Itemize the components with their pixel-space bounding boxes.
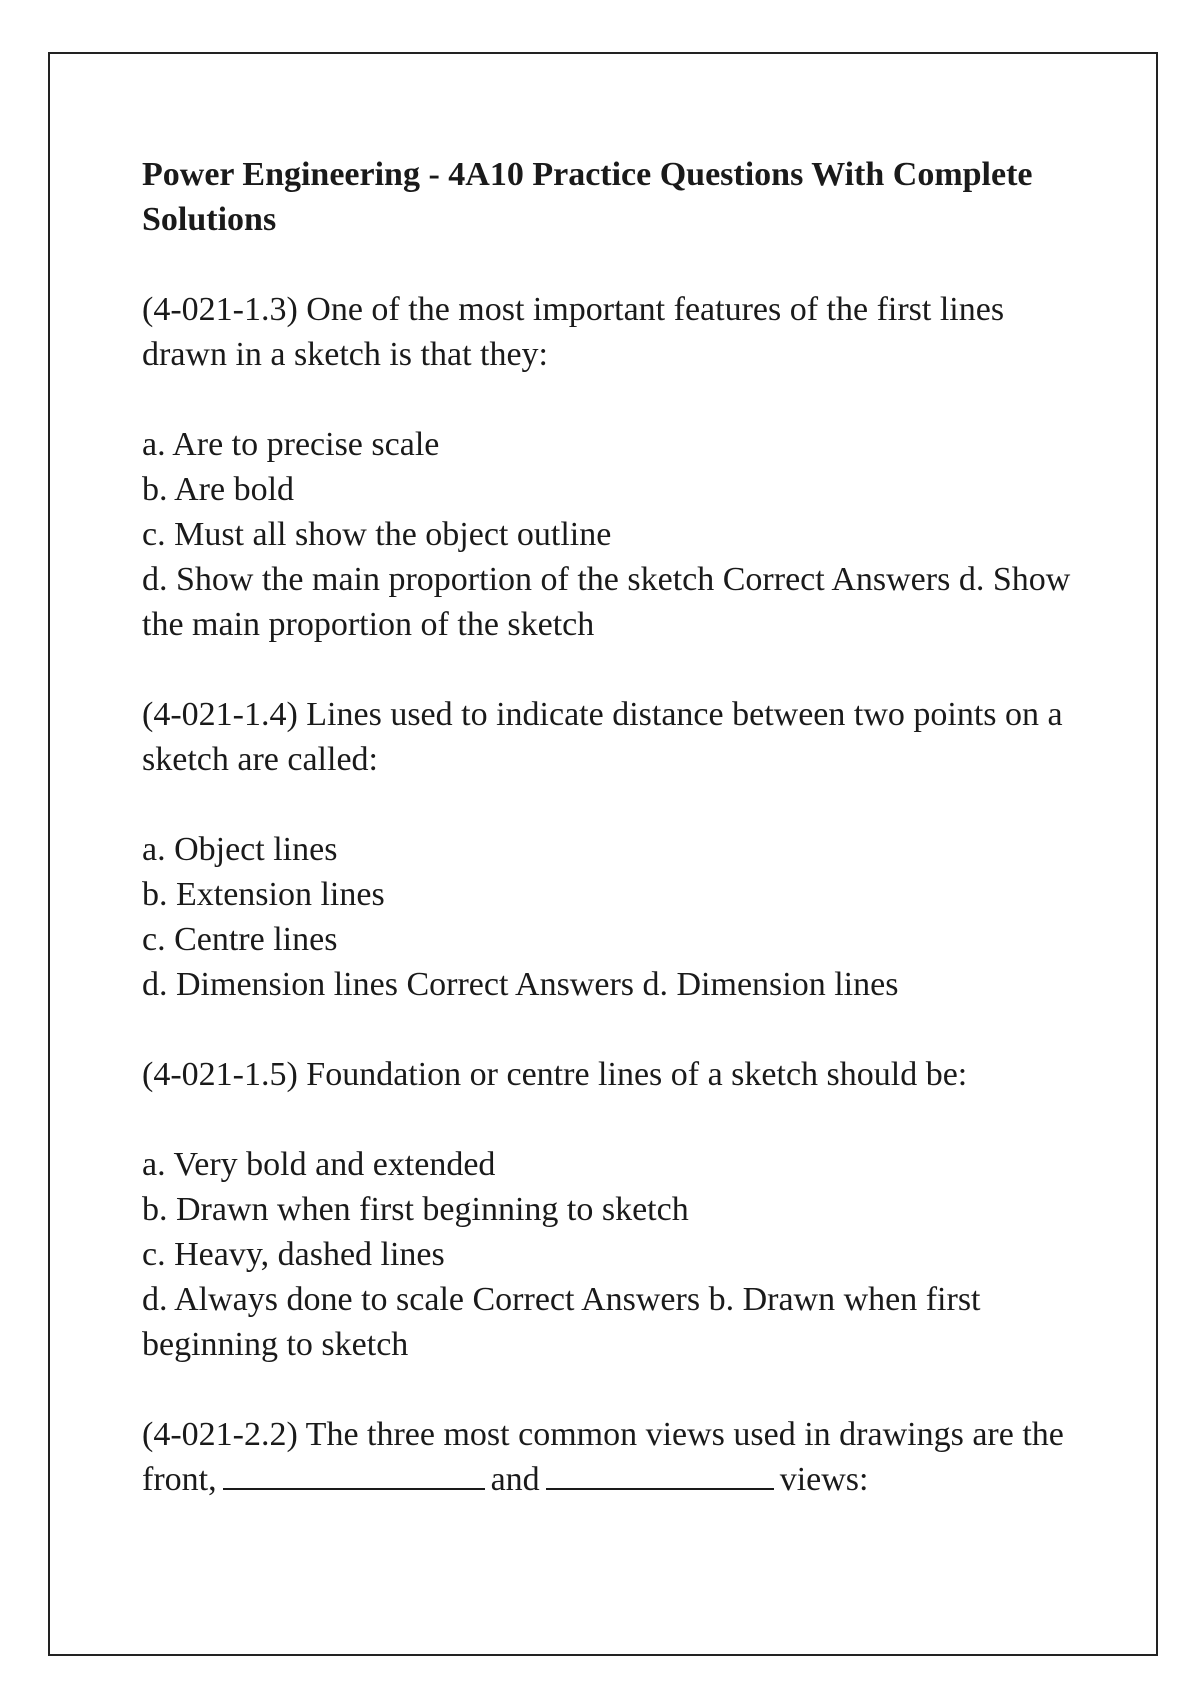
question-item: [142, 287, 1072, 647]
document-content: [142, 152, 1072, 1547]
option-item: b. Are bold: [142, 471, 295, 508]
answer-blank: [223, 1458, 485, 1490]
question-text: (4-021-1.5) Foundation or centre lines of a sketch should be:: [142, 1056, 968, 1093]
option-list: [142, 1142, 1072, 1367]
option-item: a. Object lines: [142, 831, 338, 868]
option-item-with-answer: [142, 1277, 1072, 1367]
option-item: c. Heavy, dashed lines: [142, 1236, 445, 1273]
option-text: d. Always done to scale: [142, 1281, 464, 1318]
question-text-start: (4-021-2.2) The three most common views used in drawings are the front,: [142, 1416, 1064, 1498]
option-text: d. Dimension lines: [142, 966, 398, 1003]
question-text-and: and: [490, 1461, 540, 1498]
correct-answer: d. Show the main proportion of the sketch: [142, 561, 1071, 643]
question-text: (4-021-1.3) One of the most important features of the first lines drawn in a sketch is that they:: [142, 291, 1005, 373]
question-text: (4-021-1.4) Lines used to indicate distance between two points on a sketch are called:: [142, 696, 1063, 778]
option-list: [142, 827, 1072, 1007]
option-item: c. Must all show the object outline: [142, 516, 612, 553]
correct-answers-label: Correct Answers: [406, 966, 634, 1003]
correct-answers-label: Correct Answers: [722, 561, 951, 598]
question-item: [142, 692, 1072, 1007]
correct-answer: d. Dimension lines: [642, 966, 899, 1003]
correct-answers-label: Correct Answers: [472, 1281, 701, 1318]
correct-answer: b. Drawn when first beginning to sketch: [142, 1281, 981, 1363]
option-list: [142, 422, 1072, 647]
option-item: b. Extension lines: [142, 876, 385, 913]
question-text-end: views:: [779, 1461, 869, 1498]
question-item-fill-blank: [142, 1412, 1072, 1502]
option-item-with-answer: [142, 962, 1072, 1007]
option-text: d. Show the main proportion of the sketch: [142, 561, 715, 598]
answer-blank: [546, 1458, 774, 1490]
option-item: b. Drawn when first beginning to sketch: [142, 1191, 689, 1228]
option-item: c. Centre lines: [142, 921, 338, 958]
option-item: a. Very bold and extended: [142, 1146, 496, 1183]
document-title: Power Engineering - 4A10 Practice Questions With Complete Solutions: [142, 156, 1033, 238]
option-item-with-answer: [142, 557, 1072, 647]
question-item: [142, 1052, 1072, 1367]
option-item: a. Are to precise scale: [142, 426, 440, 463]
